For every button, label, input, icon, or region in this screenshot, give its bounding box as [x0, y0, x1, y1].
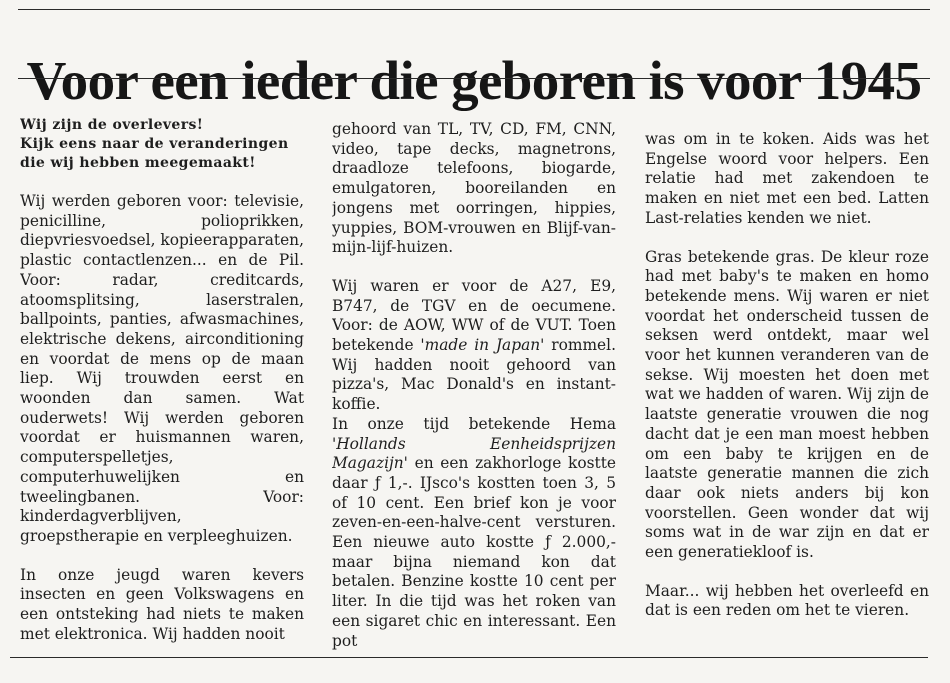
column-3-paragraph-3: Maar... wij hebben het overleefd en dat is een reden om het te vieren. [645, 581, 929, 620]
column-1-paragraph-2: In onze jeugd waren kevers insecten en geen Volkswagens en een ontsteking had niets te maken met elektronica. Wij hadden nooit [20, 565, 304, 643]
page-title: Voor een ieder die geboren is voor 1945 [26, 49, 922, 111]
paragraph-text: Wij waren er voor de A27, E9, B747, de TGV en de oecumene. Voor: de AOW, WW of de VUT. Toen betekende [332, 276, 616, 355]
column-2 [332, 120, 616, 660]
column-2-paragraph-1: gehoord van TL, TV, CD, FM, CNN, video, tape decks, magnetrons, draadloze telefoons, biogarde, emulgatoren, booreilanden en jongens met oorringen, hippies, yuppies, BOM-vrouwen en Blijf-van-mijn-lijf-huizen. [332, 120, 616, 257]
emphasis-hema: 'Hollands Eenheidsprijzen Magazijn' [332, 434, 616, 473]
bottom-rule [10, 657, 928, 658]
column-3 [645, 130, 929, 670]
column-1-paragraph-1: Wij werden geboren voor: televisie, penicilline, polioprikken, diepvriesvoedsel, kopieerapparaten, plastic contactlenzen... en de Pil. Voor: radar, creditcards, atoomsplitsing, laserstralen, ballpoints, panties, afwasmachines, elektrische dekens, airconditioning en voordat de mens op de maan liep. Wij trouwden eerst en woonden dan samen. Wat ouderwets! Wij werden geboren voordat er huismannen waren, computerspelletjes, computerhuwelijken en tweelingbanen. Voor: kinderdagverblijven, groepstherapie en verpleeghuizen. [20, 192, 304, 545]
column-2-paragraph-3 [332, 415, 616, 651]
paragraph-text: In onze tijd betekende Hema [332, 414, 616, 433]
intro-line-3: die wij hebben meegemaakt! [20, 155, 256, 171]
intro-line-1: Wij zijn de overlevers! [20, 117, 204, 133]
column-1 [20, 116, 304, 656]
emphasis-made-in-japan: 'made in Japan' [420, 336, 545, 355]
top-rule [18, 9, 930, 10]
intro-line-2: Kijk eens naar de veranderingen [20, 136, 289, 152]
column-2-paragraph-2 [332, 277, 616, 415]
column-3-paragraph-1: was om in te koken. Aids was het Engelse woord voor helpers. Een relatie had met zakendoen te maken en niet met een bed. Latten Last-relaties kenden we niet. [645, 130, 929, 227]
paragraph-text: en een zakhorloge kostte daar ƒ 1,-. IJsco's kostten toen 3, 5 of 10 cent. Een brief kon je voor zeven-en-een-halve-cent versturen. Een nieuwe auto kostte ƒ 2.000,- maar bijna niemand kon dat betalen. Benzine kostte 10 cent per liter. In die tijd was het roken van een sigaret chic en interessant. Een pot [332, 454, 616, 650]
column-3-paragraph-2: Gras betekende gras. De kleur roze had met baby's te maken en homo betekende mens. Wij waren er niet voordat het onderscheid tussen de seksen werd ontdekt, maar wel voor het kunnen veranderen van de sekse. Wij moesten het doen met wat we hadden of waren. Wij zijn de laatste generatie vrouwen die nog dacht dat je een man moest hebben om een baby te krijgen en de laatste generatie mannen die zich daar ook niets anders bij kon voorstellen. Geen wonder dat wij soms wat in de war zijn en dat er een generatiekloof is. [645, 247, 929, 562]
paragraph-text: rommel. Wij hadden nooit gehoord van pizza's, Mac Donald's en instant-koffie. [332, 336, 616, 414]
title-rule [18, 78, 930, 79]
